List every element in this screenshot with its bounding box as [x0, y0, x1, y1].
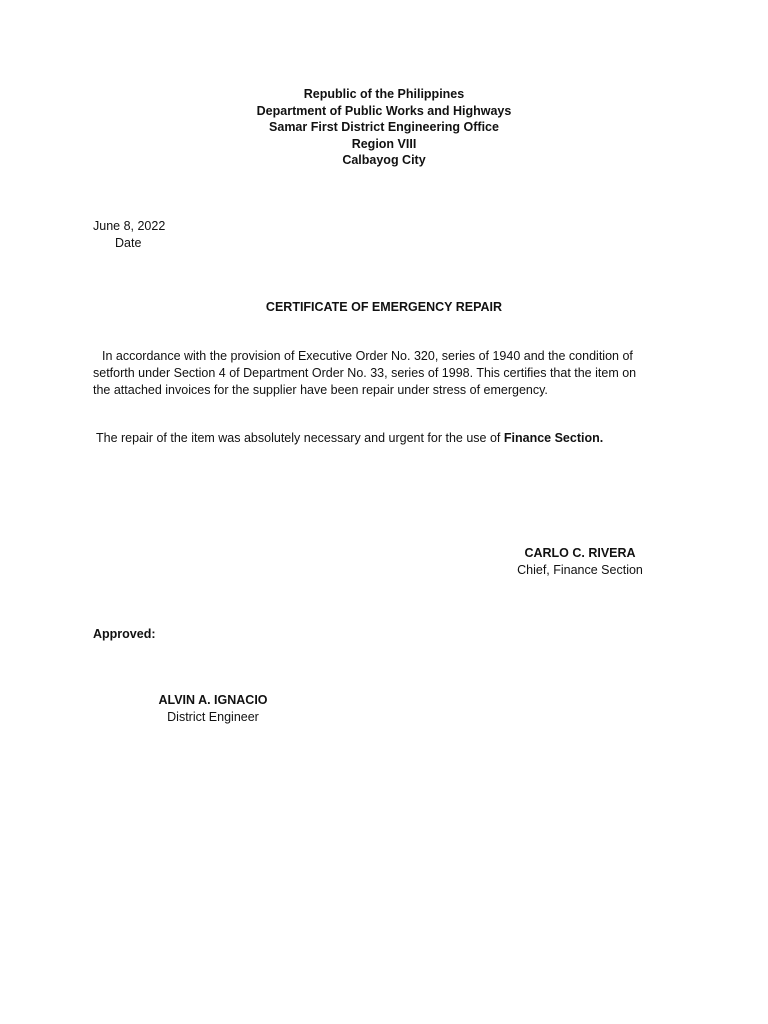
date-label: Date [115, 235, 142, 250]
approver-name: ALVIN A. IGNACIO [158, 693, 268, 707]
paragraph-line: the attached invoices for the supplier have been repair under stress of emergency. [93, 383, 548, 397]
signatory-block [500, 545, 660, 579]
necessity-section: Finance Section. [503, 431, 604, 445]
letterhead-region: Region VIII [351, 136, 417, 151]
date-value: June 8, 2022 [93, 219, 166, 233]
certification-paragraph [93, 348, 683, 399]
paragraph-line: In accordance with the provision of Executive Order No. 320, series of 1940 and the condition of [102, 349, 633, 363]
document-title: CERTIFICATE OF EMERGENCY REPAIR [265, 300, 503, 314]
letterhead-department: Department of Public Works and Highways [256, 103, 512, 118]
signatory-position: Chief, Finance Section [517, 563, 643, 577]
letterhead [0, 86, 768, 169]
approved-label: Approved: [93, 627, 156, 641]
paragraph-line: setforth under Section 4 of Department Order No. 33, series of 1998. This certifies that the item on [93, 366, 637, 380]
date-block [93, 218, 165, 251]
letterhead-office: Samar First District Engineering Office [269, 120, 499, 134]
letterhead-country: Republic of the Philippines [303, 87, 465, 101]
approver-block [150, 692, 276, 726]
signatory-name: CARLO C. RIVERA [524, 546, 636, 560]
necessity-text: The repair of the item was absolutely necessary and urgent for the use of [96, 431, 501, 445]
necessity-paragraph [96, 431, 603, 445]
letterhead-city: Calbayog City [342, 153, 426, 167]
approver-position: District Engineer [167, 710, 259, 724]
